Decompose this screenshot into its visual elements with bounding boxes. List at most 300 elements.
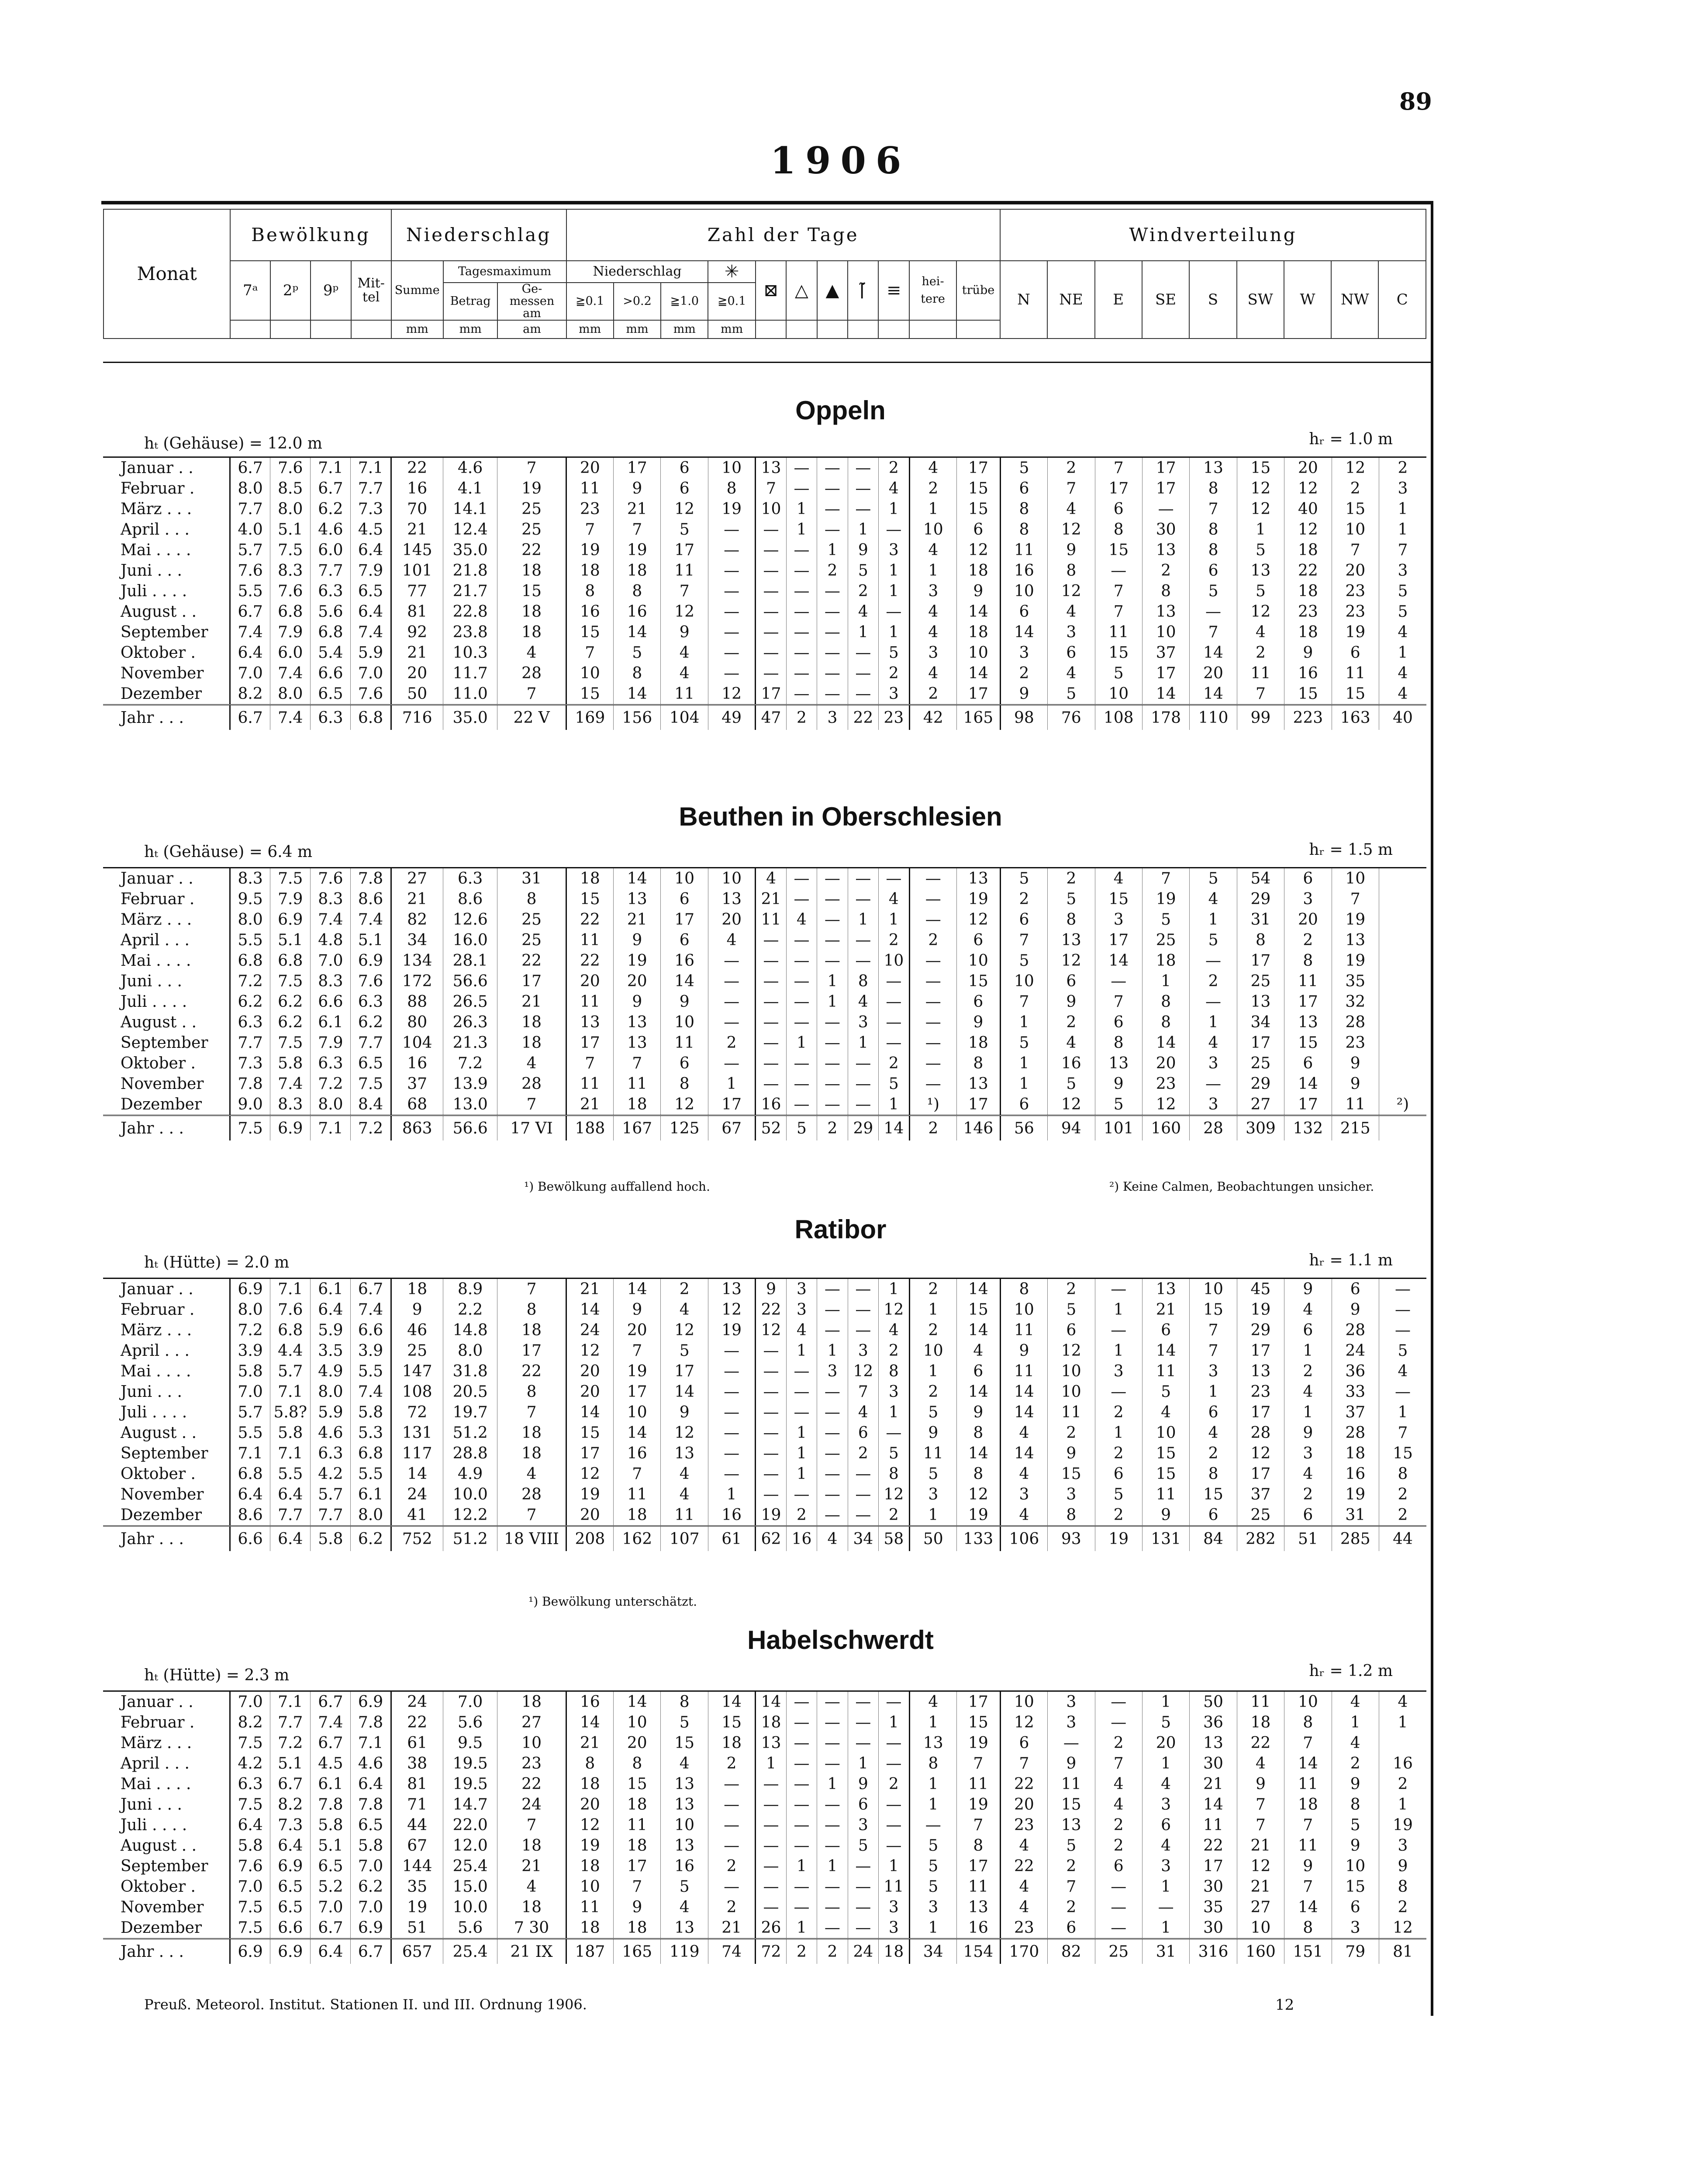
- table-cell: 22: [566, 909, 613, 930]
- table-cell: 21: [614, 909, 661, 930]
- table-cell: —: [756, 1443, 786, 1464]
- table-row: [103, 1423, 1426, 1443]
- table-cell: 6.7: [311, 1692, 351, 1712]
- table-row: [103, 1505, 1426, 1526]
- table-cell: 16: [1048, 1053, 1095, 1074]
- table-cell: 7: [1284, 1815, 1332, 1835]
- table-cell: 18: [497, 1012, 566, 1033]
- table-row: [103, 1402, 1426, 1423]
- table-cell: —: [817, 1320, 848, 1341]
- table-cell: 1: [1379, 1712, 1426, 1733]
- table-cell: 17: [1237, 1464, 1284, 1484]
- table-cell: 1: [909, 1505, 956, 1526]
- header-wind-e: E: [1095, 261, 1142, 339]
- footer-institute: Preuß. Meteorol. Institut. Stationen II. und III. Ordnung 1906.: [144, 1996, 587, 2013]
- table-cell: 6: [1095, 1012, 1142, 1033]
- table-cell: 19: [956, 889, 1000, 909]
- table-cell: 15: [1048, 1794, 1095, 1815]
- table-cell: 110: [1190, 705, 1237, 730]
- table-cell: 7.7: [351, 1033, 391, 1053]
- table-cell: 18: [497, 1835, 566, 1856]
- table-cell: 4: [1237, 622, 1284, 643]
- table-cell: 20: [614, 1733, 661, 1753]
- table-cell: —: [708, 1341, 755, 1361]
- month-label: Jahr . . .: [103, 1116, 230, 1141]
- table-cell: 6.7: [270, 1774, 311, 1794]
- table-cell: 7.2: [230, 1320, 270, 1341]
- table-cell: 18: [566, 1918, 613, 1939]
- table-cell: 71: [391, 1794, 443, 1815]
- table-cell: 132: [1284, 1116, 1332, 1141]
- table-cell: 13: [708, 1279, 755, 1299]
- table-cell: 10: [614, 1402, 661, 1423]
- table-cell: 4: [1048, 499, 1095, 519]
- table-cell: —: [1095, 1279, 1142, 1299]
- table-cell: 7.0: [230, 1876, 270, 1897]
- table-cell: 9: [661, 1402, 708, 1423]
- table-cell: 12.6: [443, 909, 497, 930]
- page-title-year: 1906: [770, 139, 911, 182]
- table-cell: 5.6: [443, 1918, 497, 1939]
- table-cell: 4: [909, 622, 956, 643]
- table-cell: 4: [1048, 1033, 1095, 1053]
- table-cell: 5: [1048, 889, 1095, 909]
- table-cell: 10.0: [443, 1484, 497, 1505]
- table-cell: —: [817, 1423, 848, 1443]
- table-cell: 8: [1379, 1876, 1426, 1897]
- table-cell: 133: [956, 1526, 1000, 1552]
- table-cell: 37: [1332, 1402, 1379, 1423]
- table-cell: 19: [566, 1835, 613, 1856]
- table-cell: 4.9: [443, 1464, 497, 1484]
- table-cell: 4: [909, 663, 956, 684]
- header-monat: Monat: [104, 209, 230, 339]
- table-cell: 14: [566, 1712, 613, 1733]
- table-cell: —: [708, 540, 755, 560]
- table-cell: 18: [708, 1733, 755, 1753]
- table-cell: 7.9: [270, 889, 311, 909]
- table-cell: 12: [566, 1341, 613, 1361]
- table-cell: 17: [614, 458, 661, 478]
- table-cell: 12: [1284, 478, 1332, 499]
- table-cell: 10: [956, 643, 1000, 663]
- table-cell: 6.2: [351, 1526, 391, 1552]
- table-cell: 15: [614, 1774, 661, 1794]
- table-cell: 10: [1332, 519, 1379, 540]
- table-cell: 7.1: [270, 1382, 311, 1402]
- table-cell: —: [909, 1815, 956, 1835]
- table-cell: 18 VIII: [497, 1526, 566, 1552]
- table-row: [103, 1712, 1426, 1733]
- table-cell: 6.9: [230, 1939, 270, 1964]
- table-cell: 10: [909, 519, 956, 540]
- table-cell: 38: [391, 1753, 443, 1774]
- table-cell: [1379, 1053, 1426, 1074]
- table-cell: 5.7: [311, 1484, 351, 1505]
- table-cell: 2: [879, 1774, 909, 1794]
- table-cell: 5.5: [230, 930, 270, 950]
- table-cell: 9: [1095, 1074, 1142, 1094]
- table-row: [103, 581, 1426, 601]
- table-cell: 12.0: [443, 1835, 497, 1856]
- table-cell: 7: [497, 1815, 566, 1835]
- month-label: August . .: [103, 601, 230, 622]
- table-cell: 863: [391, 1116, 443, 1141]
- table-cell: 8: [497, 1299, 566, 1320]
- table-cell: 23: [1332, 601, 1379, 622]
- month-label: März . . .: [103, 1733, 230, 1753]
- table-cell: —: [909, 971, 956, 992]
- table-cell: 58: [879, 1526, 909, 1552]
- table-cell: 56.6: [443, 971, 497, 992]
- table-cell: —: [848, 868, 878, 889]
- table-cell: 6: [1095, 1856, 1142, 1876]
- table-cell: 6.1: [311, 1279, 351, 1299]
- table-cell: 27: [391, 868, 443, 889]
- table-cell: 50: [391, 684, 443, 705]
- table-cell: 14: [661, 1382, 708, 1402]
- table-cell: 7: [848, 1382, 878, 1402]
- table-cell: 8.0: [311, 1382, 351, 1402]
- table-cell: 3: [1190, 1361, 1237, 1382]
- table-cell: 9: [1048, 1753, 1095, 1774]
- table-cell: 12: [1379, 1918, 1426, 1939]
- table-cell: 7.8: [351, 868, 391, 889]
- table-cell: 6.1: [311, 1012, 351, 1033]
- station-title-oppeln: Oppeln: [795, 396, 886, 425]
- table-cell: 3: [1000, 1484, 1047, 1505]
- table-cell: 5: [1190, 930, 1237, 950]
- table-cell: 8: [879, 1361, 909, 1382]
- table-cell: 5.8?: [270, 1402, 311, 1423]
- table-cell: 4: [1379, 1361, 1426, 1382]
- table-cell: 8.3: [311, 889, 351, 909]
- table-cell: 6.5: [270, 1897, 311, 1918]
- table-cell: 21: [1237, 1835, 1284, 1856]
- table-cell: 15: [956, 1712, 1000, 1733]
- table-cell: 4: [1190, 1423, 1237, 1443]
- table-cell: 119: [661, 1939, 708, 1964]
- table-cell: 4: [1284, 1382, 1332, 1402]
- table-cell: 3: [786, 1299, 817, 1320]
- table-cell: 10: [566, 1876, 613, 1897]
- table-cell: 18: [614, 1794, 661, 1815]
- table-cell: 15: [1095, 889, 1142, 909]
- table-row: [103, 1299, 1426, 1320]
- table-cell: 6.2: [351, 1012, 391, 1033]
- table-cell: 8.3: [270, 560, 311, 581]
- table-cell: 7.4: [230, 622, 270, 643]
- table-cell: 7: [614, 519, 661, 540]
- table-cell: 18: [566, 1856, 613, 1876]
- table-cell: 9: [1000, 1341, 1047, 1361]
- table-cell: 7: [614, 1464, 661, 1484]
- table-cell: 17: [661, 1361, 708, 1382]
- table-cell: 17: [497, 971, 566, 992]
- table-cell: 6.9: [351, 1692, 391, 1712]
- table-cell: 82: [1048, 1939, 1095, 1964]
- table-cell: 35.0: [443, 705, 497, 730]
- table-cell: 117: [391, 1443, 443, 1464]
- table-cell: —: [909, 1012, 956, 1033]
- station-height-left: hₜ (Hütte) = 2.3 m: [144, 1666, 290, 1684]
- table-cell: 104: [391, 1033, 443, 1053]
- table-cell: 22: [566, 950, 613, 971]
- table-cell: 7.4: [270, 1074, 311, 1094]
- table-cell: 10: [661, 1012, 708, 1033]
- table-cell: 7: [614, 1053, 661, 1074]
- table-cell: 25.4: [443, 1856, 497, 1876]
- table-cell: 25: [497, 499, 566, 519]
- table-cell: 14: [566, 1299, 613, 1320]
- table-cell: 28: [1332, 1423, 1379, 1443]
- table-cell: 5.7: [230, 540, 270, 560]
- table-cell: 19: [956, 1505, 1000, 1526]
- table-cell: 10: [1000, 1299, 1047, 1320]
- table-cell: 10: [956, 950, 1000, 971]
- table-cell: 19: [1095, 1526, 1142, 1552]
- table-cell: 84: [1190, 1526, 1237, 1552]
- table-cell: 131: [391, 1423, 443, 1443]
- table-cell: 26: [756, 1918, 786, 1939]
- table-row: [103, 1753, 1426, 1774]
- table-cell: 8: [879, 1464, 909, 1484]
- table-cell: —: [786, 868, 817, 889]
- table-cell: 167: [614, 1116, 661, 1141]
- table-cell: 11: [956, 1876, 1000, 1897]
- table-cell: —: [756, 540, 786, 560]
- table-cell: 15: [1190, 1484, 1237, 1505]
- table-cell: 2: [1190, 1443, 1237, 1464]
- table-cell: —: [756, 1794, 786, 1815]
- table-cell: —: [708, 971, 755, 992]
- table-cell: —: [756, 519, 786, 540]
- table-cell: 160: [1142, 1116, 1189, 1141]
- table-cell: 17: [956, 684, 1000, 705]
- table-cell: 12: [1142, 1094, 1189, 1116]
- header-rule: [103, 362, 1431, 363]
- station-data-table: [103, 1279, 1426, 1551]
- table-cell: —: [708, 950, 755, 971]
- table-cell: 7.4: [351, 1299, 391, 1320]
- table-cell: 1: [879, 1094, 909, 1116]
- table-cell: 104: [661, 705, 708, 730]
- table-cell: 8: [497, 889, 566, 909]
- table-cell: 7.0: [230, 663, 270, 684]
- table-cell: 14: [1000, 1443, 1047, 1464]
- table-cell: 4: [1379, 684, 1426, 705]
- table-cell: 54: [1237, 868, 1284, 889]
- table-cell: 6.4: [351, 540, 391, 560]
- table-cell: 5.8: [351, 1835, 391, 1856]
- table-cell: —: [817, 1815, 848, 1835]
- table-cell: 2: [1048, 1012, 1095, 1033]
- table-cell: —: [848, 1505, 878, 1526]
- table-cell: 20: [1332, 560, 1379, 581]
- table-cell: 6: [1142, 1815, 1189, 1835]
- table-cell: 4.0: [230, 519, 270, 540]
- table-cell: 7: [956, 1753, 1000, 1774]
- table-cell: —: [848, 1464, 878, 1484]
- table-cell: —: [848, 1279, 878, 1299]
- table-cell: 151: [1284, 1939, 1332, 1964]
- table-cell: 21.8: [443, 560, 497, 581]
- table-cell: 21: [1142, 1299, 1189, 1320]
- table-cell: 5: [1048, 1835, 1095, 1856]
- table-cell: 6: [1048, 643, 1095, 663]
- table-cell: —: [756, 1423, 786, 1443]
- table-cell: 8: [956, 1835, 1000, 1856]
- table-cell: 13: [756, 1733, 786, 1753]
- table-cell: —: [756, 1464, 786, 1484]
- table-cell: 7: [1237, 1815, 1284, 1835]
- table-cell: 2: [1332, 1753, 1379, 1774]
- table-cell: 10: [909, 1341, 956, 1361]
- table-cell: —: [756, 663, 786, 684]
- table-cell: 16: [708, 1505, 755, 1526]
- table-cell: 9: [848, 540, 878, 560]
- table-cell: 3: [879, 1382, 909, 1402]
- table-row: [103, 663, 1426, 684]
- table-cell: 2: [661, 1279, 708, 1299]
- table-cell: —: [817, 1692, 848, 1712]
- table-cell: 8: [1284, 1712, 1332, 1733]
- table-cell: 16: [1379, 1753, 1426, 1774]
- table-cell: 7.4: [351, 909, 391, 930]
- station-height-right: hᵣ = 1.5 m: [1309, 841, 1393, 859]
- table-cell: —: [848, 663, 878, 684]
- table-cell: 7: [566, 643, 613, 663]
- table-row: [103, 889, 1426, 909]
- table-cell: 18: [391, 1279, 443, 1299]
- table-cell: 2: [1237, 643, 1284, 663]
- table-cell: 42: [909, 705, 956, 730]
- table-cell: 8: [909, 1753, 956, 1774]
- table-cell: —: [848, 889, 878, 909]
- table-cell: 49: [708, 705, 755, 730]
- table-cell: 6: [1048, 971, 1095, 992]
- table-cell: 92: [391, 622, 443, 643]
- table-cell: 12: [1048, 1341, 1095, 1361]
- table-cell: 6.8: [351, 705, 391, 730]
- table-cell: —: [1095, 1897, 1142, 1918]
- table-cell: 51.2: [443, 1526, 497, 1552]
- table-cell: 22: [1000, 1774, 1047, 1794]
- table-cell: 6: [1190, 1505, 1237, 1526]
- table-cell: 11.0: [443, 684, 497, 705]
- table-cell: 20: [1000, 1794, 1047, 1815]
- table-cell: 22: [391, 458, 443, 478]
- table-cell: 2: [848, 1443, 878, 1464]
- table-cell: —: [817, 1505, 848, 1526]
- table-cell: —: [756, 581, 786, 601]
- table-cell: —: [708, 519, 755, 540]
- table-cell: 1: [817, 992, 848, 1012]
- table-cell: 4: [1379, 622, 1426, 643]
- table-cell: 6.3: [230, 1012, 270, 1033]
- table-cell: 33: [1332, 1382, 1379, 1402]
- table-cell: 12: [1048, 1094, 1095, 1116]
- table-cell: 2: [817, 1939, 848, 1964]
- table-cell: 2: [1095, 1443, 1142, 1464]
- hail-icon: ▲: [817, 261, 848, 320]
- table-cell: 4.6: [311, 1423, 351, 1443]
- table-cell: 2: [909, 478, 956, 499]
- page-number: 89: [1399, 87, 1432, 115]
- table-cell: 1: [1000, 1074, 1047, 1094]
- table-cell: —: [708, 663, 755, 684]
- table-cell: 6.9: [230, 1279, 270, 1299]
- table-cell: 9: [1284, 1279, 1332, 1299]
- table-cell: 19: [614, 540, 661, 560]
- table-cell: 18: [1284, 581, 1332, 601]
- table-cell: 8.0: [443, 1341, 497, 1361]
- table-cell: 13: [909, 1733, 956, 1753]
- table-cell: 2: [708, 1856, 755, 1876]
- table-cell: —: [786, 601, 817, 622]
- table-cell: 9.5: [443, 1733, 497, 1753]
- table-cell: 2: [909, 930, 956, 950]
- table-cell: —: [786, 1794, 817, 1815]
- table-cell: 12: [1000, 1712, 1047, 1733]
- table-row: [103, 478, 1426, 499]
- table-cell: 19: [1237, 1299, 1284, 1320]
- table-cell: 19: [614, 1361, 661, 1382]
- table-cell: 11: [1142, 1361, 1189, 1382]
- table-cell: 12: [1332, 458, 1379, 478]
- header-wind-sw: SW: [1237, 261, 1284, 339]
- table-cell: 8.2: [270, 1794, 311, 1815]
- table-cell: —: [756, 601, 786, 622]
- table-cell: 131: [1142, 1526, 1189, 1552]
- table-cell: 1: [1000, 1012, 1047, 1033]
- table-cell: 8: [614, 581, 661, 601]
- table-cell: 1: [786, 1423, 817, 1443]
- table-cell: 46: [391, 1320, 443, 1341]
- table-cell: 14: [1190, 643, 1237, 663]
- table-cell: 30: [1142, 519, 1189, 540]
- table-cell: 5.4: [311, 643, 351, 663]
- table-cell: 6.5: [311, 1856, 351, 1876]
- table-row: [103, 1876, 1426, 1897]
- table-cell: 13: [1332, 930, 1379, 950]
- table-cell: 6.7: [311, 1918, 351, 1939]
- table-cell: 4: [879, 1320, 909, 1341]
- table-cell: —: [756, 1876, 786, 1897]
- table-cell: 7.9: [351, 560, 391, 581]
- table-cell: 21.3: [443, 1033, 497, 1053]
- table-cell: —: [708, 1402, 755, 1423]
- table-cell: —: [817, 622, 848, 643]
- table-cell: 1: [879, 622, 909, 643]
- table-cell: 3: [786, 1279, 817, 1299]
- table-cell: 13: [956, 1074, 1000, 1094]
- table-cell: 7: [1332, 540, 1379, 560]
- table-cell: 3: [879, 684, 909, 705]
- table-cell: 15: [956, 478, 1000, 499]
- table-cell: 4: [817, 1526, 848, 1552]
- table-cell: 16: [566, 1692, 613, 1712]
- table-cell: 6.0: [311, 540, 351, 560]
- table-cell: —: [909, 1053, 956, 1074]
- table-cell: 21: [566, 1279, 613, 1299]
- table-cell: 8: [1284, 1918, 1332, 1939]
- table-cell: 309: [1237, 1116, 1284, 1141]
- table-cell: 13: [614, 1033, 661, 1053]
- table-cell: 8: [1142, 581, 1189, 601]
- table-cell: —: [708, 1361, 755, 1382]
- table-cell: —: [879, 1033, 909, 1053]
